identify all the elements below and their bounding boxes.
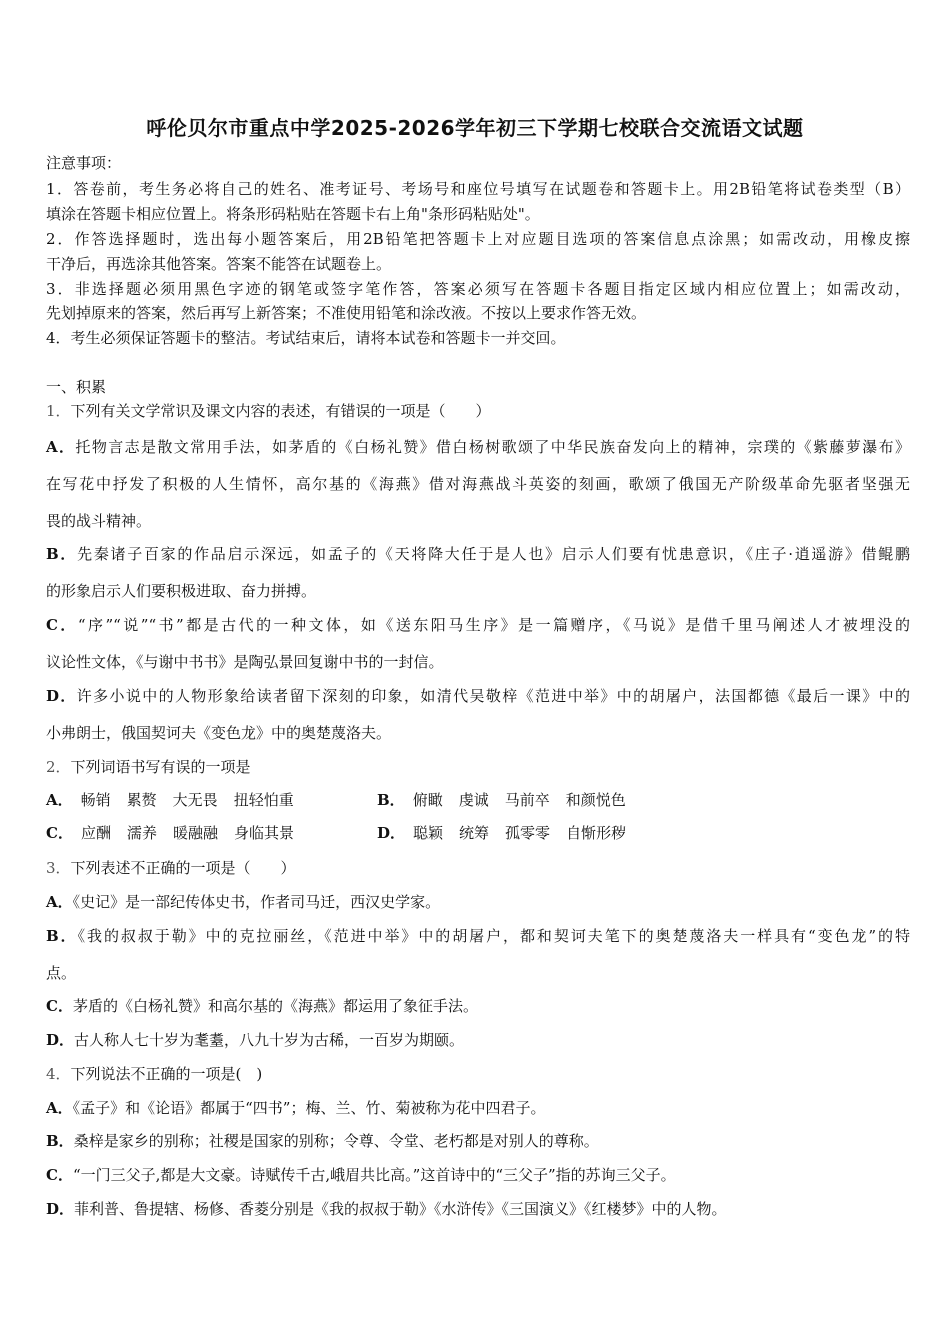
q1-option-b-cont: 的形象启示人们要积极进取、奋力拼搏。 xyxy=(46,582,317,600)
q1-option-a[interactable] xyxy=(46,436,910,457)
notice-line: 3．非选择题必须用黑色字迹的钢笔或签字笔作答，答案必须写在答题卡各题目指定区域内相应位置上；如需改动， xyxy=(46,280,910,298)
question-text: 下列有关文学常识及课文内容的表述，有错误的一项是（ ） xyxy=(70,402,491,420)
option-text: 《史记》是一部纪传体史书，作者司马迁，西汉史学家。 xyxy=(72,893,441,911)
question-number: 3． xyxy=(46,859,71,877)
notice-line: 4．考生必须保证答题卡的整洁。考试结束后，请将本试卷和答题卡一并交回。 xyxy=(46,329,566,347)
word: 和颜悦色 xyxy=(565,791,626,809)
option-text: 先秦诸子百家的作品启示深远，如孟子的《天将降大任于是人也》启示人们要有忧患意识，《庄子·逍遥游》借鲲鹏 xyxy=(77,545,910,563)
option-label: B． xyxy=(46,545,78,563)
q1-option-a-cont: 在写花中抒发了积极的人生情怀，高尔基的《海燕》借对海燕战斗英姿的刻画，歌颂了俄国无产阶级革命先驱者坚强无 xyxy=(46,475,910,493)
option-text: 许多小说中的人物形象给读者留下深刻的印象，如清代吴敬梓《范进中举》中的胡屠户，法国都德《最后一课》中的 xyxy=(76,687,910,705)
q2-option-b[interactable] xyxy=(377,789,642,810)
q1-option-c-cont: 议论性文体，《与谢中书书》是陶弘景回复谢中书的一封信。 xyxy=(46,653,444,671)
option-label: D． xyxy=(46,687,77,705)
q3-option-c[interactable] xyxy=(46,995,910,1016)
word: 累赘 xyxy=(126,791,157,809)
option-label: D． xyxy=(377,824,406,842)
option-label: A． xyxy=(46,438,76,456)
word: 自惭形秽 xyxy=(566,824,627,842)
option-label: C． xyxy=(46,824,73,842)
q3-option-b-cont: 点。 xyxy=(46,964,77,982)
q3-option-b[interactable] xyxy=(46,925,910,946)
option-label: C． xyxy=(46,1166,73,1184)
option-label: A． xyxy=(46,791,73,809)
option-label: D． xyxy=(46,1031,75,1049)
word: 统筹 xyxy=(459,824,490,842)
option-label: D． xyxy=(46,1200,75,1218)
q1-option-b[interactable] xyxy=(46,543,910,564)
option-label: B． xyxy=(46,1132,74,1150)
word: 应酬 xyxy=(80,824,111,842)
question-text: 下列词语书写有误的一项是 xyxy=(70,758,251,776)
option-text: 茅盾的《白杨礼赞》和高尔基的《海燕》都运用了象征手法。 xyxy=(72,997,478,1015)
option-text: 《孟子》和《论语》都属于“四书”；梅、兰、竹、菊被称为花中四君子。 xyxy=(72,1099,546,1117)
option-text: 菲利普、鲁提辖、杨修、香菱分别是《我的叔叔于勒》《水浒传》《三国演义》《红楼梦》中的人物。 xyxy=(74,1200,727,1218)
q4-option-b[interactable] xyxy=(46,1130,910,1151)
q1-option-d-cont: 小弗朗士，俄国契诃夫《变色龙》中的奥楚蔑洛夫。 xyxy=(46,724,392,742)
option-text: 桑梓是家乡的别称；社稷是国家的别称；令尊、令堂、老朽都是对别人的尊称。 xyxy=(73,1132,599,1150)
exam-title: 呼伦贝尔市重点中学2025-2026学年初三下学期七校联合交流语文试题 xyxy=(146,116,804,140)
option-label: A． xyxy=(46,893,73,911)
notice-line: 2．作答选择题时，选出每小题答案后，用2B铅笔把答题卡上对应题目选项的答案信息点涂黑；如需改动，用橡皮擦 xyxy=(46,230,910,248)
question-3-stem xyxy=(46,857,910,878)
option-text: 古人称人七十岁为耄耋，八九十岁为古稀，一百岁为期颐。 xyxy=(74,1031,465,1049)
q4-option-d[interactable] xyxy=(46,1198,910,1219)
question-text: 下列表述不正确的一项是（ ） xyxy=(70,859,296,877)
notice-line: 先划掉原来的答案，然后再写上新答案；不准使用铅笔和涂改液。不按以上要求作答无效。 xyxy=(46,304,647,322)
q2-option-c[interactable] xyxy=(46,822,310,843)
option-text: “序”“说”“书”都是古代的一种文体，如《送东阳马生序》是一篇赠序，《马说》是借千里马阐述人才被埋没的 xyxy=(77,616,910,634)
option-text: “一门三父子,都是大文豪。诗赋传千古,峨眉共比高。”这首诗中的“三父子”指的苏询三父子。 xyxy=(72,1166,676,1184)
q1-option-d[interactable] xyxy=(46,685,910,706)
word: 虔诚 xyxy=(458,791,489,809)
word: 聪颖 xyxy=(413,824,444,842)
notice-line: 1．答卷前，考生务必将自己的姓名、准考证号、考场号和座位号填写在试题卷和答题卡上。用2B铅笔将试卷类型（B） xyxy=(46,180,910,198)
q2-option-a[interactable] xyxy=(46,789,310,810)
question-number: 1． xyxy=(46,402,71,420)
section-heading: 一、积累 xyxy=(46,378,107,396)
q1-option-c[interactable] xyxy=(46,614,910,635)
option-label: C． xyxy=(46,616,78,634)
q3-option-a[interactable] xyxy=(46,891,910,912)
question-4-stem xyxy=(46,1063,910,1084)
word: 畅销 xyxy=(80,791,111,809)
q2-option-d[interactable] xyxy=(377,822,642,843)
q4-option-a[interactable] xyxy=(46,1097,910,1118)
option-label: A． xyxy=(46,1099,73,1117)
question-2-stem xyxy=(46,756,910,777)
option-label: B． xyxy=(377,791,405,809)
word: 扭轻怕重 xyxy=(233,791,294,809)
notice-line: 干净后，再选涂其他答案。答案不能答在试题卷上。 xyxy=(46,255,392,273)
notice-line: 填涂在答题卡相应位置上。将条形码粘贴在答题卡右上角"条形码粘贴处"。 xyxy=(46,205,540,223)
option-label: C． xyxy=(46,997,73,1015)
word: 身临其景 xyxy=(234,824,295,842)
question-number: 2． xyxy=(46,758,71,776)
word: 俯瞰 xyxy=(412,791,443,809)
word: 大无畏 xyxy=(172,791,218,809)
question-number: 4． xyxy=(46,1065,71,1083)
question-text: 下列说法不正确的一项是( ) xyxy=(70,1065,263,1083)
q1-option-a-cont: 畏的战斗精神。 xyxy=(46,512,152,530)
notice-heading: 注意事项： xyxy=(46,154,122,172)
question-1-stem xyxy=(46,400,910,421)
word: 暖融融 xyxy=(172,824,218,842)
q3-option-d[interactable] xyxy=(46,1029,910,1050)
word: 孤零零 xyxy=(505,824,551,842)
option-text: 《我的叔叔于勒》中的克拉丽丝，《范进中举》中的胡屠户，都和契诃夫笔下的奥楚蔑洛夫一样具有“变色龙”的特 xyxy=(77,927,910,945)
q4-option-c[interactable] xyxy=(46,1164,910,1185)
word: 濡养 xyxy=(126,824,157,842)
word: 马前卒 xyxy=(504,791,550,809)
option-text: 托物言志是散文常用手法，如茅盾的《白杨礼赞》借白杨树歌颂了中华民族奋发向上的精神，宗璞的《紫藤萝瀑布》 xyxy=(75,438,910,456)
option-label: B． xyxy=(46,927,78,945)
